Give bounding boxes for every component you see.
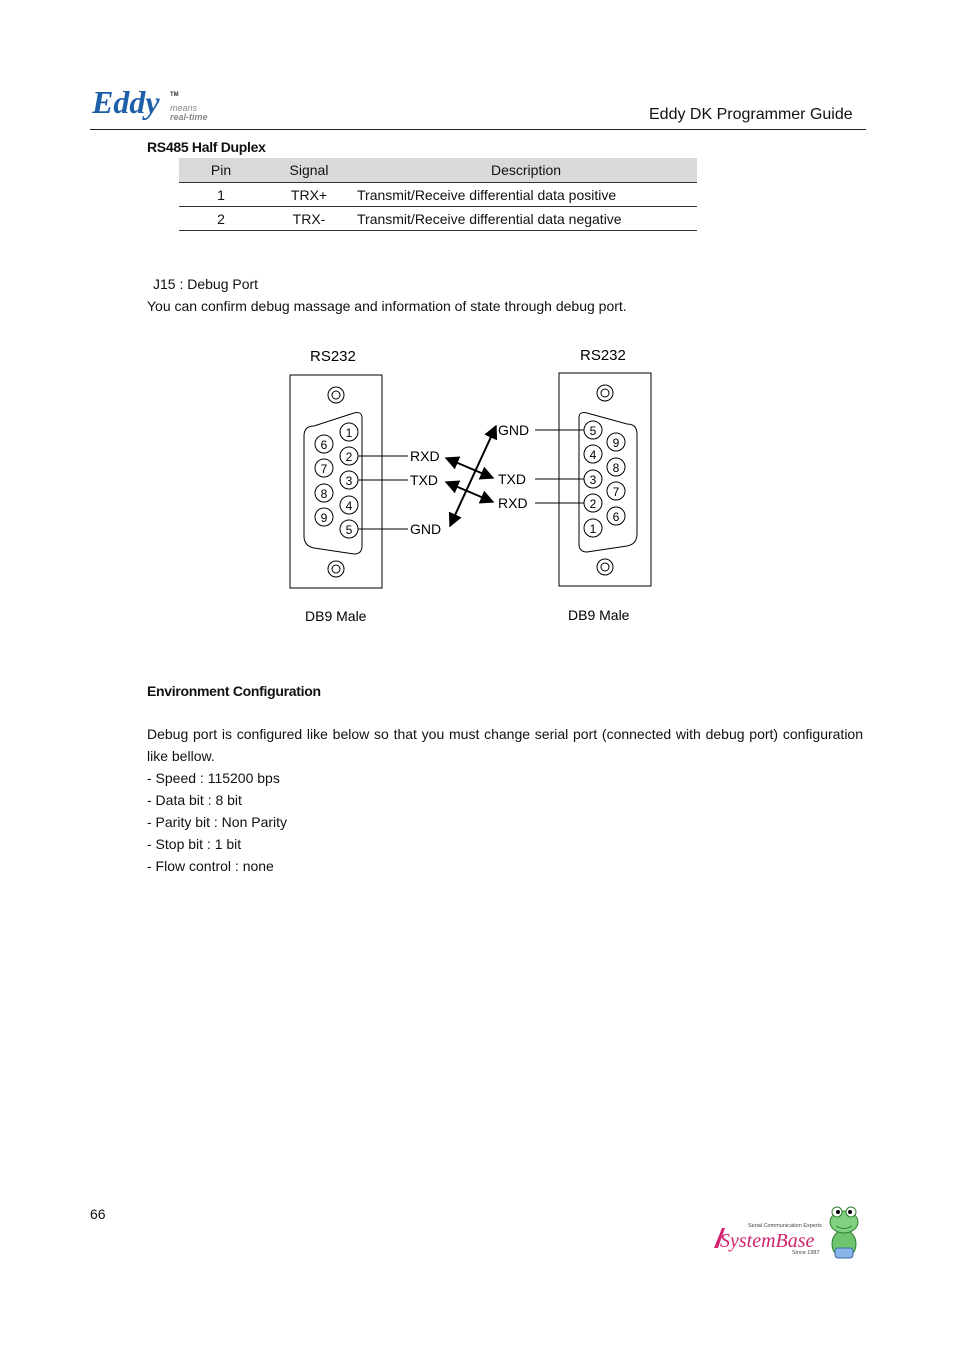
eddy-logo-tm: TM: [170, 92, 179, 98]
left-pin-1-label: 1: [345, 426, 353, 440]
table-row: [179, 183, 697, 207]
config-list-item: - Parity bit : Non Parity: [147, 814, 288, 830]
left-pin-4-label: 4: [345, 499, 353, 513]
left-mounting-screw-bottom: [328, 561, 344, 577]
pin-cell: 1: [179, 183, 263, 207]
right-rxd-label: RXD: [498, 495, 528, 511]
left-pin-3: [340, 471, 358, 489]
left-pin-5: [340, 520, 358, 538]
table-header-row: [179, 158, 697, 183]
config-list-item: - Speed : 115200 bps: [147, 770, 280, 786]
left-connector-face: [304, 413, 362, 554]
right-pin-8: [607, 458, 625, 476]
right-pin-1-label: 1: [589, 522, 597, 536]
debug-port-heading: J15 : Debug Port: [153, 276, 259, 292]
signal-cell: TRX+: [263, 183, 355, 207]
right-mounting-screw-bottom: [597, 559, 613, 575]
column-header-description: Description: [355, 158, 697, 183]
right-pin-3-label: 3: [589, 473, 597, 487]
left-gnd-label: GND: [410, 521, 442, 537]
left-pin-7-label: 7: [320, 462, 328, 476]
rxd-to-txd-arrow: [446, 458, 493, 478]
config-list-item: - Data bit : 8 bit: [147, 792, 242, 808]
right-mounting-screw-top: [597, 385, 613, 401]
left-pin-8: [315, 484, 333, 502]
right-pin-7-label: 7: [612, 485, 620, 499]
left-connector-caption: DB9 Male: [305, 608, 367, 624]
systembase-wordmark: SystemBase: [720, 1230, 815, 1252]
left-pin-5-label: 5: [345, 523, 353, 537]
page-number: 66: [90, 1206, 106, 1222]
environment-intro: Debug port is configured like below so that you must change serial port (connected with debug port) configuration like bellow.: [147, 726, 863, 764]
signal-cell: TRX-: [263, 207, 355, 231]
right-pin-2-label: 2: [589, 497, 597, 511]
description-cell: Transmit/Receive differential data positive: [355, 183, 697, 207]
debug-port-description: You can confirm debug massage and information of state through debug port.: [147, 298, 627, 314]
left-pin-7: [315, 459, 333, 477]
environment-heading: Environment Configuration: [147, 683, 321, 699]
config-list-item: - Flow control : none: [147, 858, 274, 874]
left-pin-9: [315, 508, 333, 526]
left-pin-6: [315, 435, 333, 453]
header-divider: [90, 129, 866, 130]
description-cell: Transmit/Receive differential data negative: [355, 207, 697, 231]
eddy-logo: [90, 80, 220, 126]
rs485-pin-table: [179, 158, 697, 231]
column-header-signal: Signal: [263, 158, 355, 183]
document-title: Eddy DK Programmer Guide: [649, 106, 853, 123]
pin-cell: 2: [179, 207, 263, 231]
rs485-heading: RS485 Half Duplex: [147, 139, 266, 155]
right-pin-9-label: 9: [612, 436, 620, 450]
right-pin-4-label: 4: [589, 448, 597, 462]
left-pin-2-label: 2: [345, 450, 353, 464]
systembase-slogan: Serial Communication Experts: [748, 1223, 822, 1229]
right-pin-6-label: 6: [612, 510, 620, 524]
config-list-item: - Stop bit : 1 bit: [147, 836, 242, 852]
right-pin-8-label: 8: [612, 461, 620, 475]
right-pin-6: [607, 507, 625, 525]
eddy-logo-tagline-1: means: [170, 103, 198, 113]
right-gnd-label: GND: [498, 422, 530, 438]
right-pin-3: [584, 470, 602, 488]
right-pin-4: [584, 445, 602, 463]
left-connector-title: RS232: [310, 348, 356, 365]
right-connector-face: [579, 413, 637, 552]
table-row: [179, 207, 697, 231]
left-rxd-label: RXD: [410, 448, 440, 464]
left-pin-3-label: 3: [345, 474, 353, 488]
left-txd-label: TXD: [410, 472, 438, 488]
right-pin-2: [584, 494, 602, 512]
eddy-logo-tagline-2: real-time: [170, 112, 208, 122]
left-mounting-screw-top: [328, 387, 344, 403]
systembase-since: Since 1987: [792, 1250, 820, 1256]
column-header-pin: Pin: [179, 158, 263, 183]
right-pin-1: [584, 519, 602, 537]
right-pin-5: [584, 421, 602, 439]
systembase-logo: [708, 1200, 868, 1264]
right-connector-title: RS232: [580, 347, 626, 364]
left-pin-9-label: 9: [320, 511, 328, 525]
frog-mascot-icon: [830, 1207, 858, 1258]
right-pin-5-label: 5: [589, 424, 597, 438]
rs232-wiring-diagram: [270, 340, 680, 630]
eddy-logo-wordmark: Eddy: [92, 84, 160, 120]
right-txd-label: TXD: [498, 471, 526, 487]
left-pin-2: [340, 447, 358, 465]
right-connector-caption: DB9 Male: [568, 607, 630, 623]
left-pin-1: [340, 423, 358, 441]
right-pin-7: [607, 482, 625, 500]
left-pin-6-label: 6: [320, 438, 328, 452]
left-pin-4: [340, 496, 358, 514]
right-pin-9: [607, 433, 625, 451]
left-pin-8-label: 8: [320, 487, 328, 501]
